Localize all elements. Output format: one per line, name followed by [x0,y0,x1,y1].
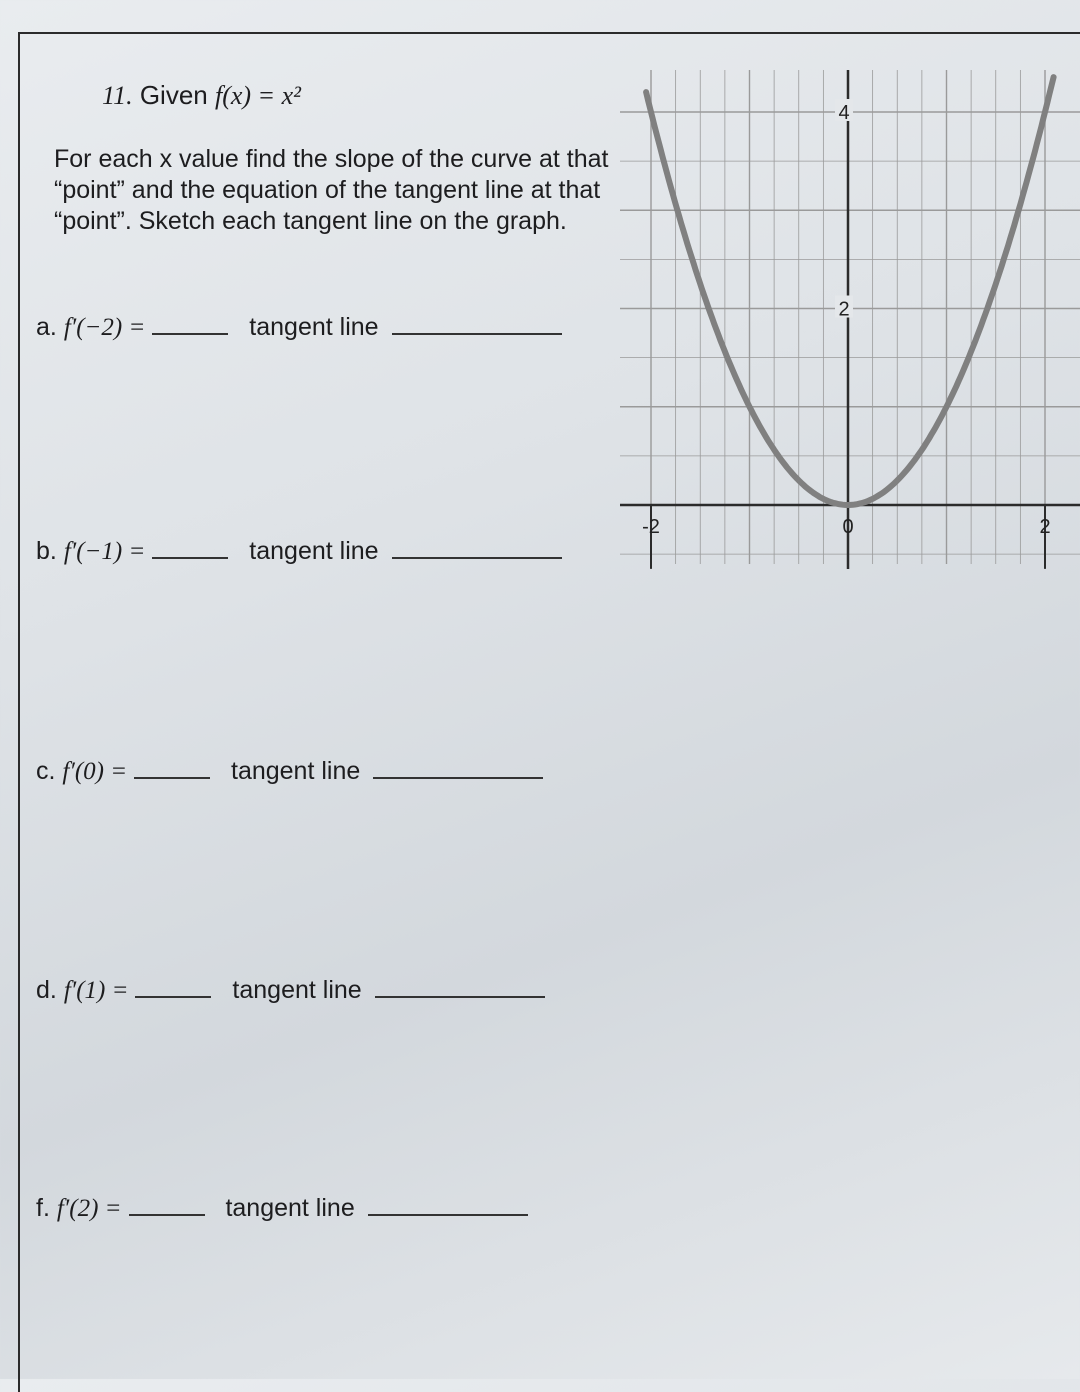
tangent-answer-blank[interactable] [375,995,545,998]
tangent-answer-blank[interactable] [373,776,543,779]
y-tick-label: 2 [838,299,849,321]
question-prefix: c. [36,757,55,785]
slope-answer-blank[interactable] [152,332,228,335]
question-derivative: f′(−1) = [64,538,146,565]
tangent-answer-blank[interactable] [392,332,562,335]
question-c [36,757,543,786]
problem-number: 11. [102,81,133,110]
problem-given: Given [140,80,208,110]
question-b [36,537,562,566]
question-prefix: f. [36,1194,50,1222]
parabola-curve [646,77,1054,505]
tangent-answer-blank[interactable] [392,556,562,559]
question-prefix: d. [36,976,57,1004]
tangent-line-label: tangent line [249,313,378,341]
parabola-graph [600,70,1080,580]
tangent-line-label: tangent line [231,757,360,785]
tangent-line-label: tangent line [249,537,378,565]
question-derivative: f′(0) = [62,758,127,785]
slope-answer-blank[interactable] [129,1213,205,1216]
tangent-answer-blank[interactable] [368,1213,528,1216]
question-derivative: f′(2) = [57,1195,122,1222]
question-d [36,976,545,1005]
question-a [36,313,562,342]
question-derivative: f′(1) = [64,977,129,1004]
question-prefix: a. [36,313,57,341]
question-f [36,1194,528,1223]
y-tick-label: 4 [838,102,849,124]
question-prefix: b. [36,537,57,565]
slope-answer-blank[interactable] [135,995,211,998]
question-derivative: f′(−2) = [64,314,146,341]
x-tick-label: -2 [642,516,660,538]
instructions: For each x value find the slope of the curve at that “point” and the equation of the tangent line at that “point”. Sketch each tangent line on the graph. [54,144,629,237]
problem-function: f(x) = x² [215,81,301,110]
slope-answer-blank[interactable] [152,556,228,559]
problem-heading [102,80,301,111]
tangent-line-label: tangent line [225,1194,354,1222]
x-tick-label: 0 [842,516,853,538]
slope-answer-blank[interactable] [134,776,210,779]
tangent-line-label: tangent line [232,976,361,1004]
x-tick-label: 2 [1039,516,1050,538]
